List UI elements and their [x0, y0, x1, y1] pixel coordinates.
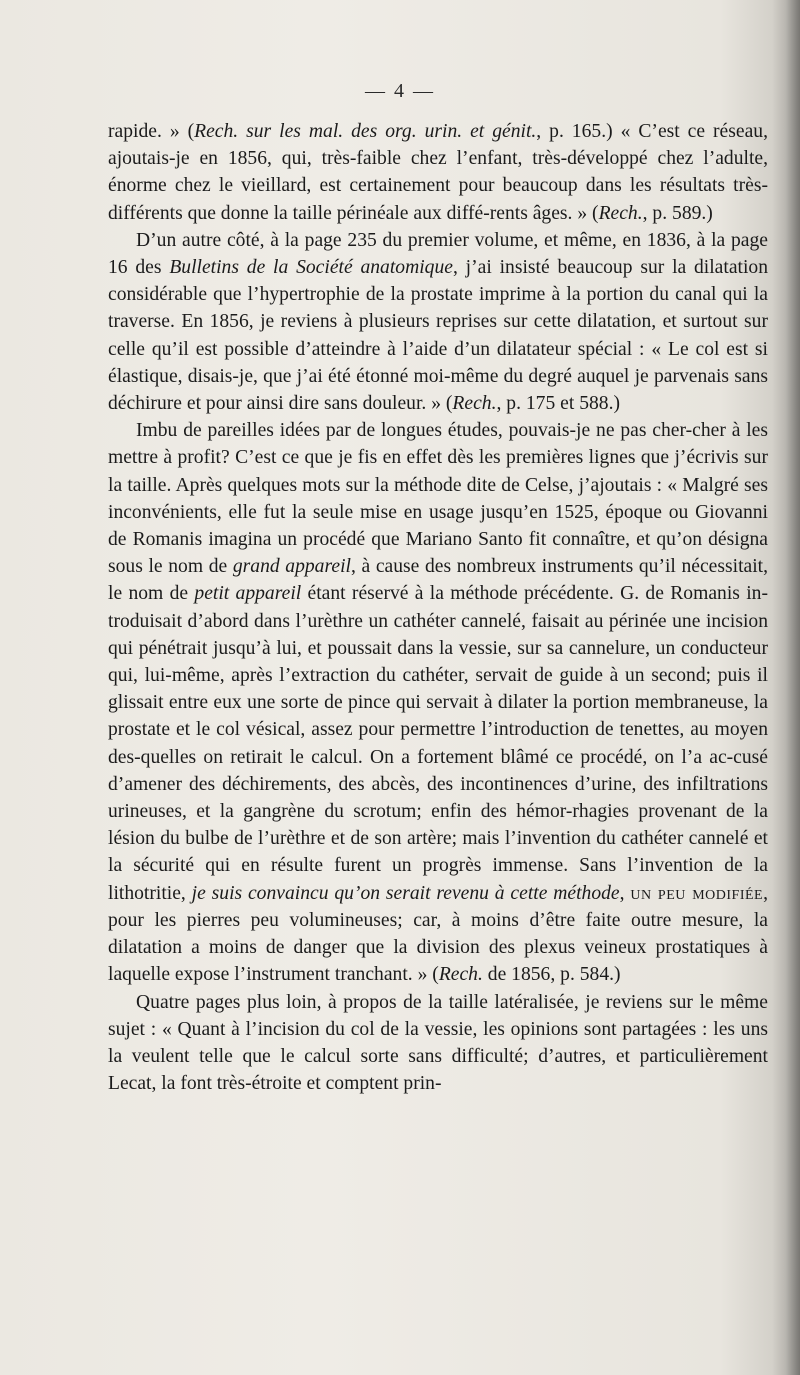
- text-segment: rapide. » (: [108, 121, 195, 142]
- italic-text: Rech.: [598, 202, 643, 224]
- small-caps-text: un peu modifiée: [630, 882, 764, 904]
- text-segment: , p. 165.) « C’est ce réseau, ajoutais-je en 1856, qui, très-faible chez l’enfant, très-développé chez l’adulte, énorme chez le vieillard, est certainement pour beaucoup dans les résultats très-différents que donne la taille périnéale aux diffé-rents âges. » (: [108, 121, 768, 224]
- text-segment: étant réservé à la méthode précédente. G. de Romanis in-troduisait d’abord dans l’urèthre un cathéter cannelé, faisait au périnée une incision qui pénétrait jusqu’à lui, et poussait dans la vessie, sur sa cannelure, un conducteur qui, lui-même, après l’extraction du cathéter, servait de guide à un second; puis il glissait entre eux une sorte de pince qui servait à dilater la portion membraneuse, la prostate et le col vésical, assez pour permettre l’introduction de tenettes, au moyen des-quelles on retirait le calcul. On a fortement blâmé ce procédé, on l’a ac-cusé d’amener des déchirements, des abcès, des incontinences d’urine, des infiltrations urineuses, et la gangrène du scrotum; enfin des hémor-rhagies provenant de la lésion du bulbe de l’urèthre et de son artère; mais l’invention du cathéter cannelé et la sécurité qui en résulte furent un progrès immense. Sans l’invention de la lithotritie,: [108, 583, 768, 904]
- paragraph: [108, 989, 768, 1098]
- text-segment: , p. 589.): [642, 202, 713, 224]
- italic-text: je suis convaincu qu’on serait revenu à cette méthode: [191, 882, 620, 904]
- text-segment: Quatre pages plus loin, à propos de la taille latéralisée, je reviens sur le même sujet : « Quant à l’incision du col de la vessie, les opinions sont partagées : les uns la veulent telle que le calcul sorte sans difficulté; d’autres, et particulièrement Lecat, la font très-étroite et comptent prin-: [108, 991, 768, 1095]
- paragraph: [108, 118, 768, 227]
- italic-text: Rech. sur les mal. des org. urin. et génit.: [194, 121, 537, 142]
- page-number: — 4 —: [365, 80, 435, 102]
- italic-text: grand appareil: [232, 556, 351, 578]
- text-segment: ,: [619, 882, 631, 904]
- text-segment: D’un autre côté, à la page 235 du premier volume, et même, en 1836, à la page 16 des: [108, 229, 768, 279]
- paragraph: [108, 417, 768, 988]
- italic-text: petit appareil: [194, 583, 302, 605]
- text-segment: Imbu de pareilles idées par de longues études, pouvais-je ne pas cher-cher à les mettre à profit? C’est ce que je fis en effet dès les premières lignes que j’écrivis sur la taille. Après quelques mots sur la méthode dite de Celse, j’ajoutais : « Malgré ses inconvénients, elle fut la seule mise en usage jusqu’en 1525, époque ou Giovanni de Romanis imagina un procédé que Mariano Santo fit connaître, et qu’on désigna sous le nom de: [108, 420, 768, 578]
- page-edge-shadow: [772, 0, 800, 1375]
- text-segment: , j’ai insisté beaucoup sur la dilatation considérable que l’hypertrophie de la prostate imprime à la portion du canal qui la traverse. En 1856, je reviens à plusieurs reprises sur cette dilatation, et surtout sur celle qu’il est possible d’atteindre à l’aide d’un dilatateur spécial : « Le col est si élastique, disais-je, que j’ai été étonné moi-même du degré auquel je parvenais sans déchirure et pour ainsi dire sans douleur. » (: [108, 257, 769, 415]
- italic-text: Bulletins de la Société anatomique: [169, 257, 453, 279]
- text-segment: de 1856, p. 584.): [482, 964, 621, 986]
- text-segment: , pour les pierres peu volumineuses; car, à moins d’être faite outre mesure, la dilatation a moins de danger que la division des plexus veineux prostatiques à laquelle expose l’instrument tranchant. » (: [108, 882, 769, 986]
- italic-text: Rech.: [438, 964, 483, 986]
- italic-text: Rech.: [452, 393, 497, 415]
- text-segment: , p. 175 et 588.): [496, 393, 621, 415]
- paragraph: [108, 227, 768, 417]
- body-text: [108, 118, 768, 1097]
- text-segment: , à cause des nombreux instruments qu’il nécessitait, le nom de: [108, 556, 768, 605]
